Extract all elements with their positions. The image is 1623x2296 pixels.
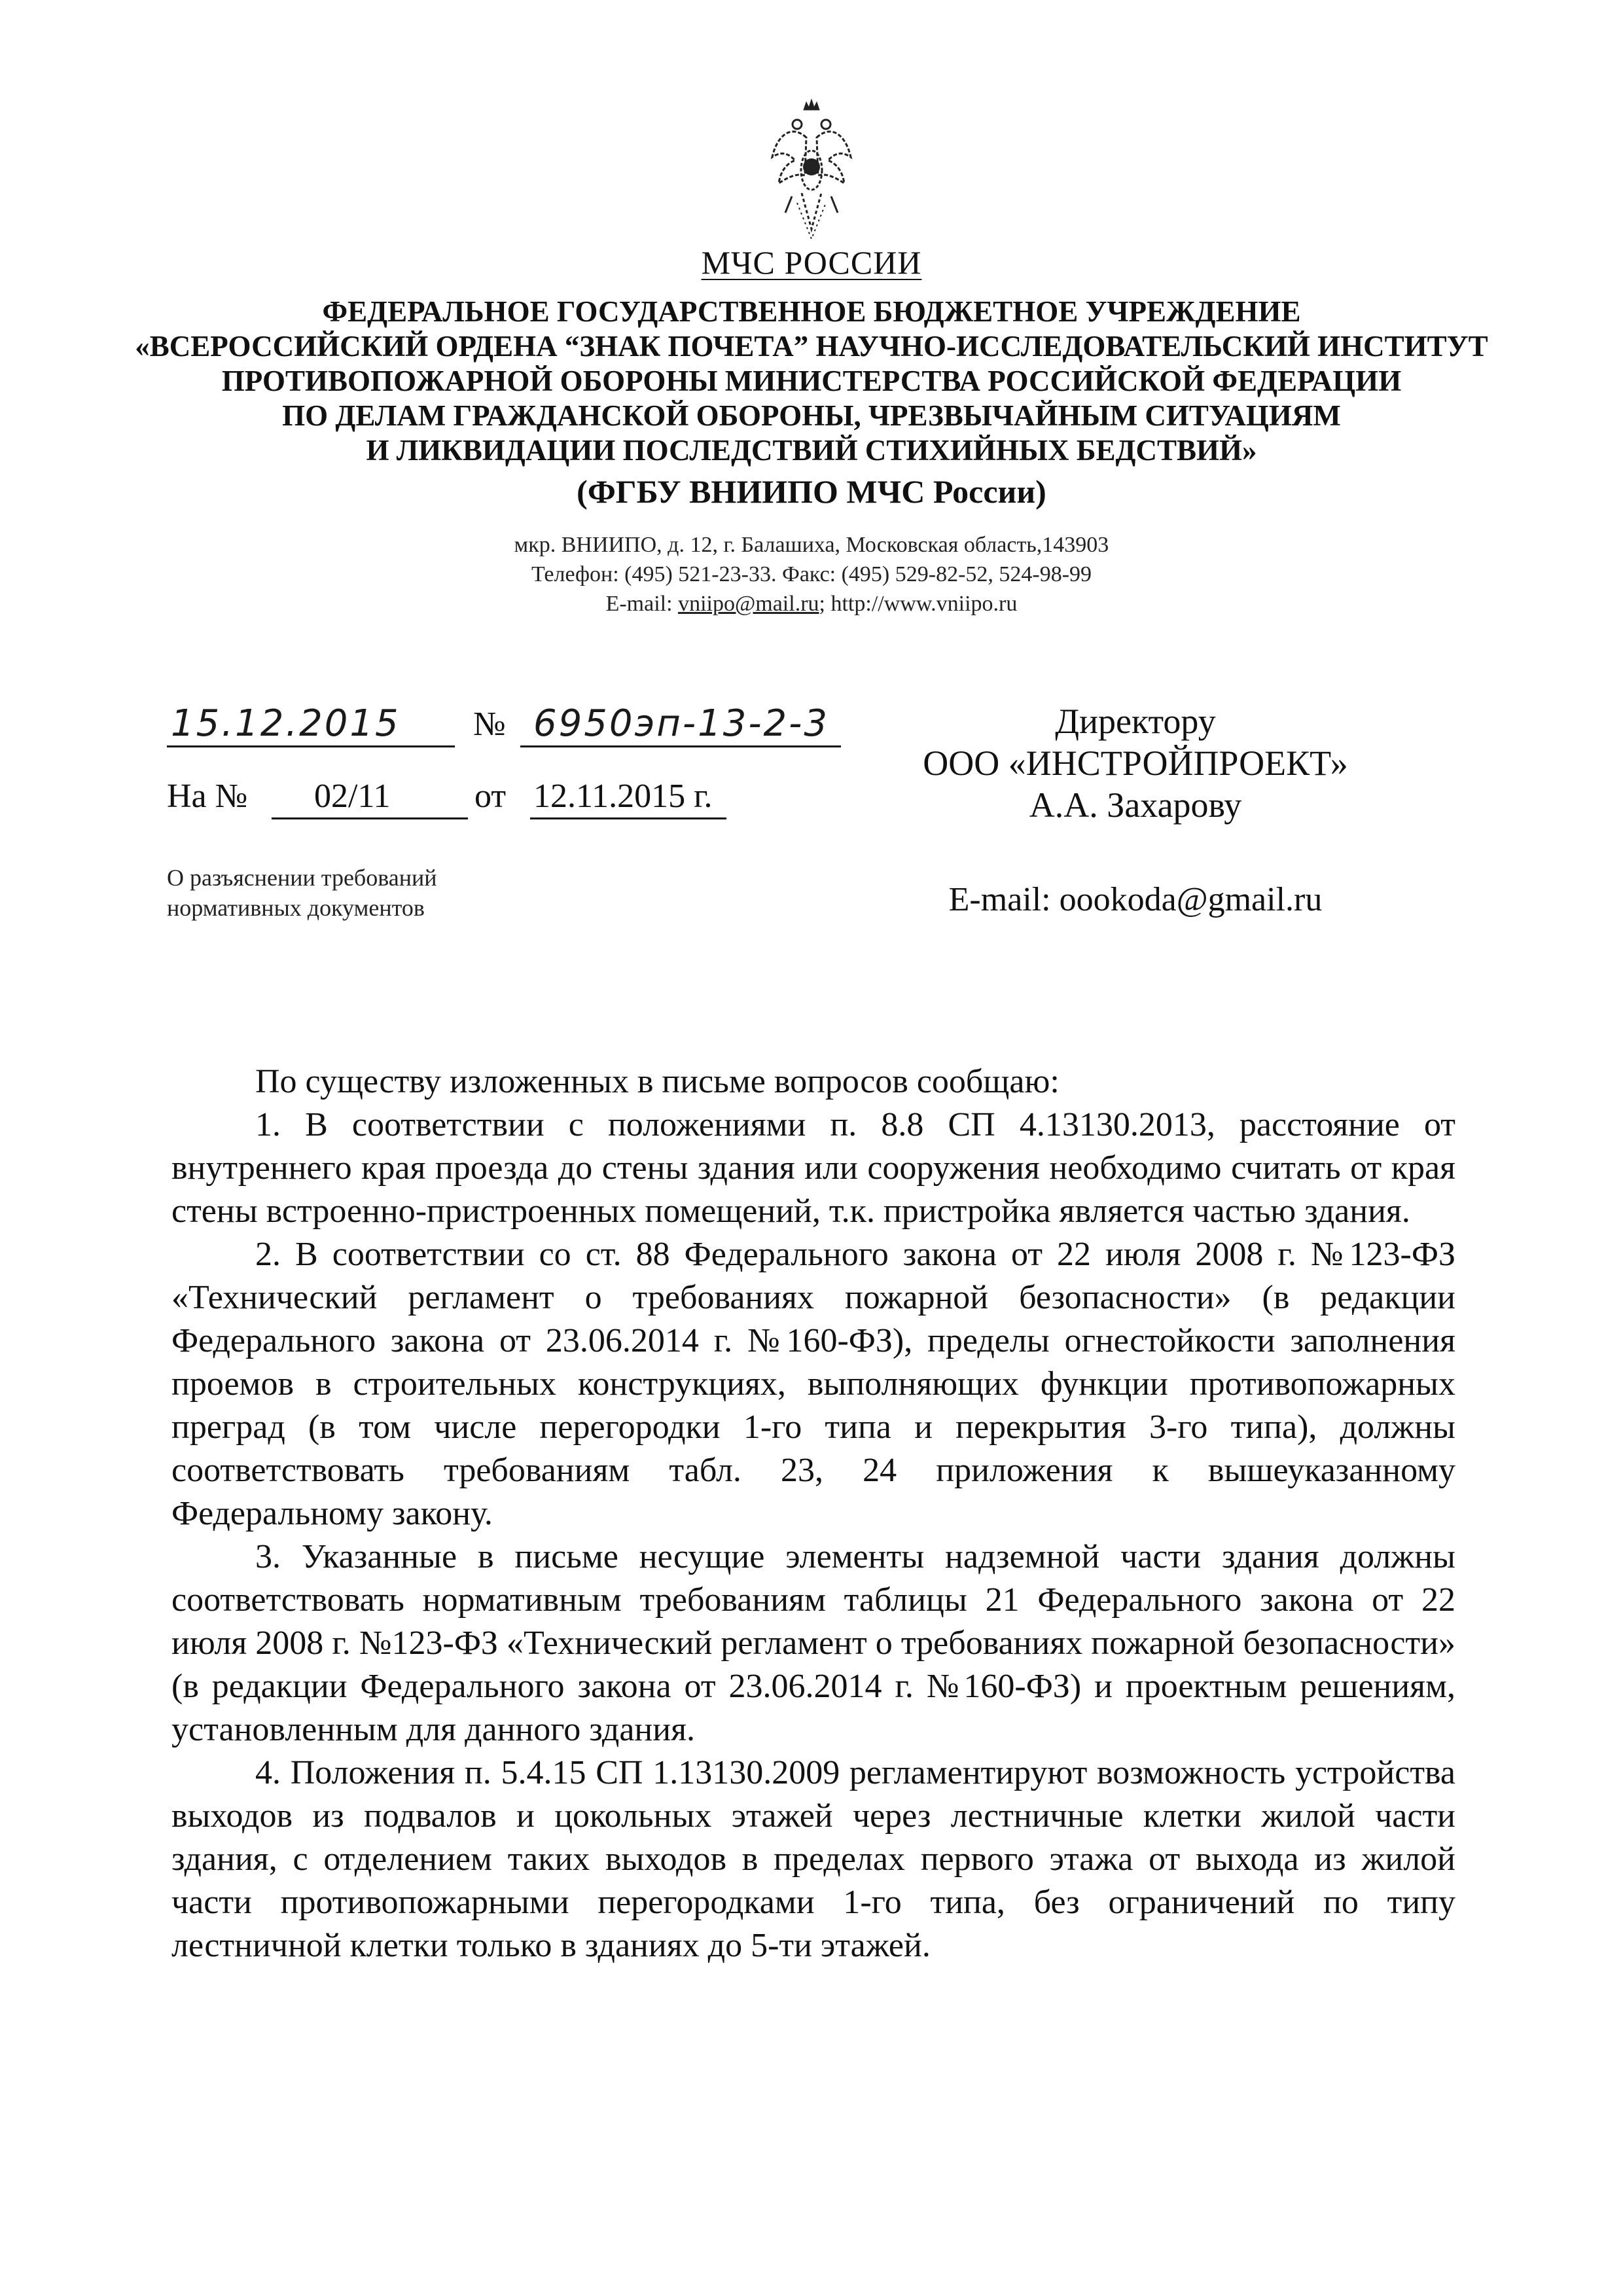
reference-number: 02/11 [314,778,391,815]
outgoing-number-label: № [473,706,506,743]
addressee-name: А.А. Захарову [1029,785,1242,825]
reference-label: На № [167,778,248,815]
body-paragraph-2: 2. В соответствии со ст. 88 Федерального закона от 22 июля 2008 г. №123-ФЗ «Технический регламент о требованиях пожарной безопасности» (в редакции Федерального закона от 23.06.2014 г. №160-ФЗ), пределы огнестойкости заполнения проемов в строительных конструкциях, выполняющих функции противопожарных преград (в том числе перегородки 1-го типа и перекрытия 3-го типа), должны соответствовать требованиям табл. 23, 24 приложения к вышеуказанному Федеральному закону. [171,1236,1455,1532]
reference-line [167,777,821,829]
addressee-position: Директору [1055,702,1216,741]
phone-line: Телефон: (495) 521-23-33. Факс: (495) 529-82-52, 524-98-99 [531,562,1092,586]
institution-line: «ВСЕРОССИЙСКИЙ ОРДЕНА “ЗНАК ПОЧЕТА” НАУЧНО-ИССЛЕДОВАТЕЛЬСКИЙ ИНСТИТУТ [135,330,1488,363]
body-paragraph-4: 4. Положения п. 5.4.15 СП 1.13130.2009 регламентируют возможность устройства выходов из подвалов и цокольных этажей через лестничные клетки жилой части здания, с отделением таких выходов в пределах первого этажа от выхода из жилой части противопожарными перегородками 1-го типа, без ограничений по типу лестничной клетки только в зданиях до 5-ти этажей. [171,1754,1455,1964]
email-link[interactable]: vniipo@mail.ru [678,592,819,616]
institution-line: И ЛИКВИДАЦИИ ПОСЛЕДСТВИЙ СТИХИЙНЫХ БЕДСТВИЙ» [366,434,1257,467]
subject-line: нормативных документов [167,895,425,921]
letter-body [171,1060,1455,1967]
reference-number-underline [272,817,468,819]
number-underline [520,745,841,747]
outgoing-registration [167,702,847,755]
subject-line: О разъяснении требований [167,865,437,891]
address-line: мкр. ВНИИПО, д. 12, г. Балашиха, Московская область,143903 [514,533,1109,557]
addressee-company: ООО «ИНСТРОЙПРОЕКТ» [923,744,1348,783]
email-label: E-mail: [605,592,673,616]
date-underline [167,745,455,747]
reference-date-underline [530,817,726,819]
addressee-block [857,700,1414,826]
body-intro: По существу изложенных в письме вопросов сообщаю: [255,1063,1060,1100]
email-line [0,589,1623,619]
contact-block [0,530,1623,619]
reference-date: 12.11.2015 г. [533,778,713,815]
body-paragraph-1: 1. В соответствии с положениями п. 8.8 СП 4.13130.2013, расстояние от внутреннего края проезда до стены здания или сооружения необходимо считать от края стены встроенно-пристроенных помещений, т.к. пристройка является частью здания. [171,1106,1455,1230]
body-paragraph-3: 3. Указанные в письме несущие элементы надземной части здания должны соответствовать нормативным требованиям таблицы 21 Федерального закона от 22 июля 2008 г. №123-ФЗ «Технический регламент о требованиях пожарной безопасности» (в редакции Федерального закона от 23.06.2014 г. №160-ФЗ) и проектным решениям, установленным для данного здания. [171,1538,1455,1748]
mchs-emblem-icon [766,98,857,242]
institution-line: ПРОТИВОПОЖАРНОЙ ОБОРОНЫ МИНИСТЕРСТВА РОССИЙСКОЙ ФЕДЕРАЦИИ [221,365,1402,397]
addressee-email: E-mail: oookoda@gmail.ru [948,881,1323,918]
reference-from-label: от [474,778,507,815]
institution-abbreviation: (ФГБУ ВНИИПО МЧС России) [577,473,1046,510]
institution-line: ФЕДЕРАЛЬНОЕ ГОСУДАРСТВЕННОЕ БЮДЖЕТНОЕ УЧРЕЖДЕНИЕ [322,295,1301,328]
website-link[interactable]: ; http://www.vniipo.ru [819,592,1018,616]
outgoing-date: 15.12.2015 [171,702,401,745]
institution-line: ПО ДЕЛАМ ГРАЖДАНСКОЙ ОБОРОНЫ, ЧРЕЗВЫЧАЙНЫМ СИТУАЦИЯМ [282,399,1341,432]
outgoing-number: 6950эп-13-2-3 [533,702,829,745]
letter-subject [167,863,625,923]
institution-name [131,295,1492,468]
agency-name: МЧС РОССИИ [701,244,922,281]
